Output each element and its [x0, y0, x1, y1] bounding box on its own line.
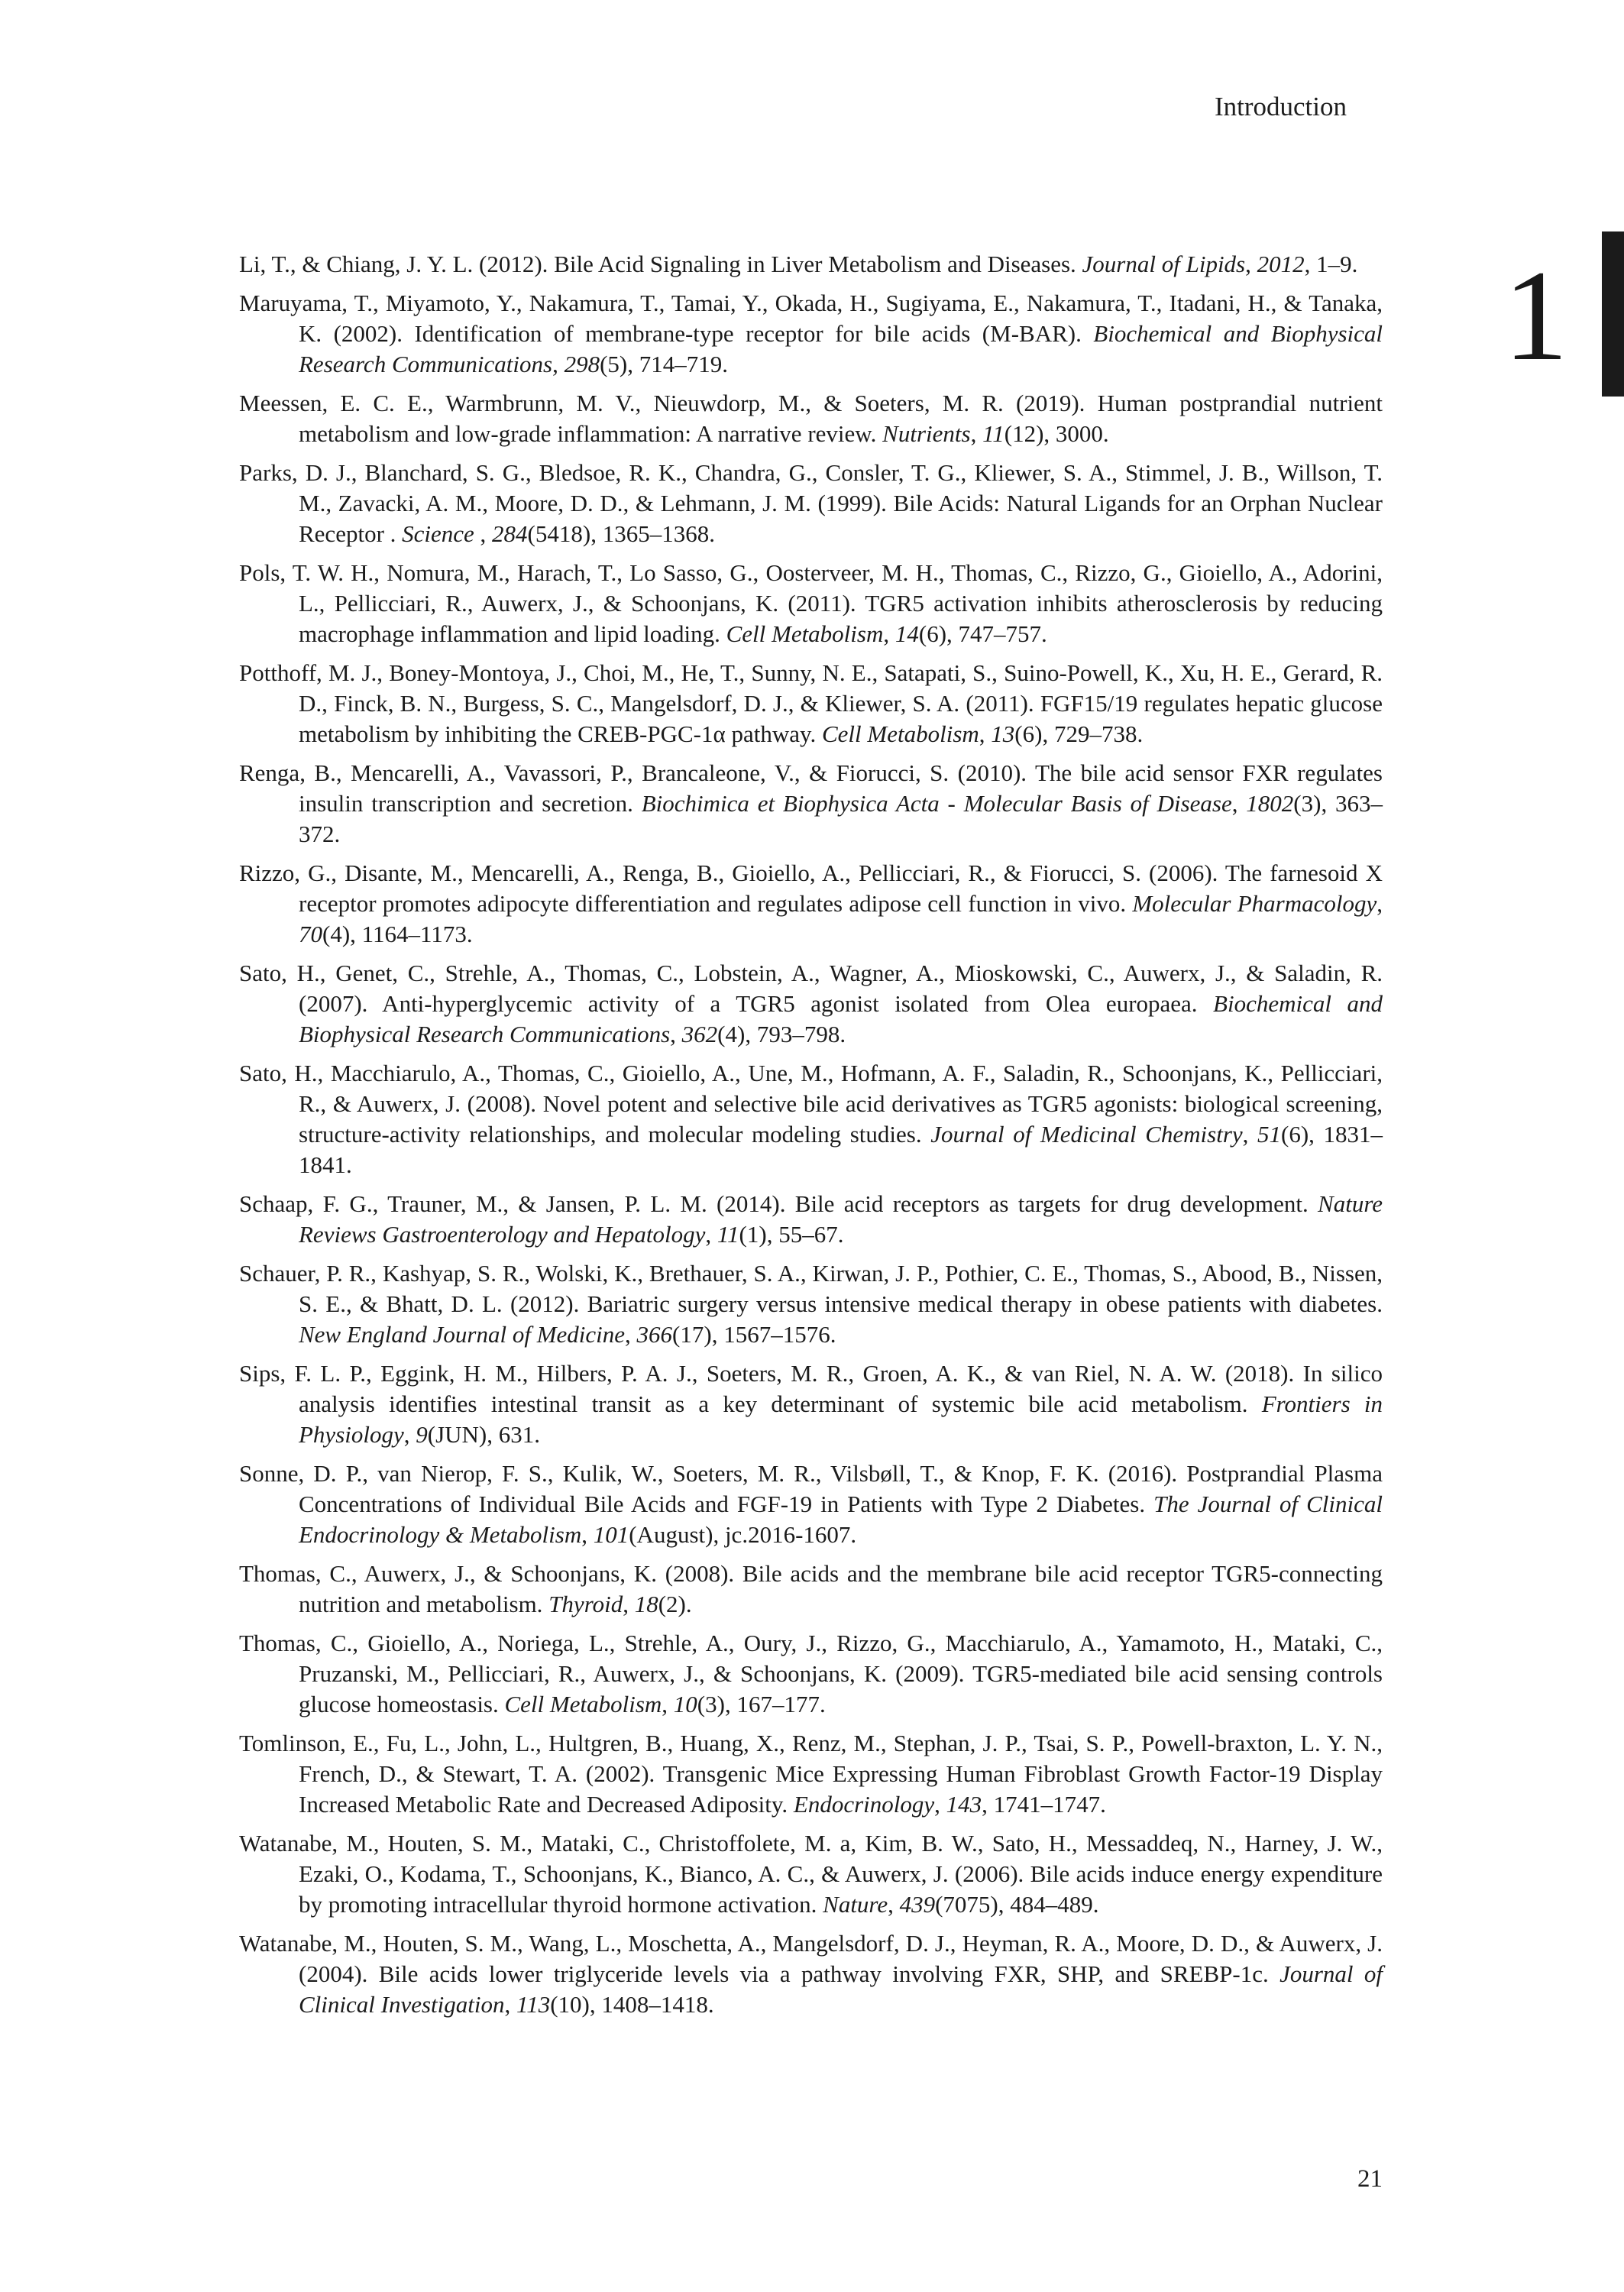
reference-text-segment: ,	[581, 1521, 594, 1548]
reference-italic-segment: 101	[593, 1521, 629, 1548]
reference-text-segment: Maruyama, T., Miyamoto, Y., Nakamura, T., Tamai, Y., Okada, H., Sugiyama, E., Nakamura, T., Itadani, H., & Tanaka, K. (2002). Identification of membrane-type receptor for bile acids (M-BAR).	[239, 290, 1383, 347]
reference-text-segment: (4), 1164–1173.	[322, 921, 473, 947]
reference-entry	[239, 388, 1383, 449]
reference-text-segment: ,	[705, 1221, 717, 1248]
reference-italic-segment: 298	[564, 351, 600, 377]
chapter-tab-bar	[1602, 231, 1624, 397]
reference-italic-segment: Nature	[823, 1891, 888, 1918]
reference-text-segment: ,	[934, 1791, 946, 1818]
reference-italic-segment: 362	[681, 1021, 718, 1047]
reference-entry	[239, 1458, 1383, 1550]
running-header: Introduction	[1214, 92, 1347, 121]
reference-text-segment: (6), 729–738.	[1014, 720, 1144, 747]
reference-text-segment: (6), 747–757.	[918, 620, 1047, 647]
reference-entry	[239, 1628, 1383, 1720]
reference-text-segment: ,	[625, 1321, 637, 1348]
reference-text-segment: ,	[883, 620, 895, 647]
chapter-number: 1	[1503, 244, 1568, 387]
reference-italic-segment: The Journal of Clinical Endocrinology & Metabolism	[299, 1491, 1383, 1548]
reference-entry	[239, 758, 1383, 850]
references-list	[239, 249, 1383, 2028]
reference-text-segment: (4), 793–798.	[717, 1021, 846, 1047]
reference-text-segment: Parks, D. J., Blanchard, S. G., Bledsoe, R. K., Chandra, G., Consler, T. G., Kliewer, S. A., Stimmel, J. B., Willson, T. M., Zavacki, A. M., Moore, D. D., & Lehmann, J. M. (1999). Bile Acids: Natural Ligands for an Orphan Nuclear Receptor .	[239, 459, 1383, 547]
reference-entry	[239, 458, 1383, 549]
reference-entry	[239, 1928, 1383, 2020]
reference-italic-segment: Journal of Clinical Investigation	[299, 1960, 1383, 2018]
reference-text-segment: (7075), 484–489.	[935, 1891, 1099, 1918]
reference-italic-segment: 14	[894, 620, 919, 647]
reference-entry	[239, 858, 1383, 950]
reference-text-segment: ,	[623, 1591, 635, 1617]
reference-text-segment: (3), 363–372.	[299, 790, 1383, 847]
reference-italic-segment: 11	[717, 1221, 739, 1248]
reference-entry	[239, 958, 1383, 1050]
reference-italic-segment: 9	[416, 1421, 428, 1448]
reference-text-segment: ,	[888, 1891, 900, 1918]
reference-text-segment: Sato, H., Genet, C., Strehle, A., Thomas, C., Lobstein, A., Wagner, A., Mioskowski, C., Auwerx, J., & Saladin, R. (2007). Anti-hyperglycemic activity of a TGR5 agonist isolated from Olea europaea.	[239, 960, 1383, 1017]
reference-italic-segment: 366	[636, 1321, 673, 1348]
reference-text-segment: Watanabe, M., Houten, S. M., Wang, L., Moschetta, A., Mangelsdorf, D. J., Heyman, R. A., Moore, D. D., & Auwerx, J. (2004). Bile acids lower triglyceride levels via a pathway involving FXR, SHP, and SREBP-1c.	[239, 1930, 1383, 1987]
reference-text-segment: Sato, H., Macchiarulo, A., Thomas, C., Gioiello, A., Une, M., Hofmann, A. F., Saladin, R., Schoonjans, K., Pellicciari, R., & Auwerx, J. (2008). Novel potent and selective bile acid derivatives as TGR5 agonists: biological screening, structure-activity relationships, and molecular modeling studies.	[239, 1060, 1383, 1148]
reference-italic-segment: Journal of Lipids	[1082, 251, 1246, 277]
reference-text-segment: Sonne, D. P., van Nierop, F. S., Kulik, W., Soeters, M. R., Vilsbøll, T., & Knop, F. K. (2016). Postprandial Plasma Concentrations of Individual Bile Acids and FGF-19 in Patients with Type 2 Diabetes.	[239, 1460, 1383, 1517]
reference-text-segment: , 1741–1747.	[982, 1791, 1106, 1818]
reference-italic-segment: Cell Metabolism	[726, 620, 884, 647]
reference-italic-segment: Science	[402, 520, 474, 547]
reference-text-segment: Schaap, F. G., Trauner, M., & Jansen, P. L. M. (2014). Bile acid receptors as targets for drug development.	[239, 1190, 1318, 1217]
reference-text-segment: Thomas, C., Gioiello, A., Noriega, L., Strehle, A., Oury, J., Rizzo, G., Macchiarulo, A., Yamamoto, H., Mataki, C., Pruzanski, M., Pellicciari, R., Auwerx, J., & Schoonjans, K. (2009). TGR5-mediated bile acid sensing controls glucose homeostasis.	[239, 1630, 1383, 1717]
reference-entry	[239, 1258, 1383, 1350]
reference-italic-segment: Endocrinology	[793, 1791, 935, 1818]
reference-text-segment: ,	[970, 420, 983, 447]
reference-italic-segment: Frontiers in Physiology	[299, 1390, 1383, 1448]
reference-italic-segment: Molecular Pharmacology	[1132, 890, 1377, 917]
reference-italic-segment: 439	[899, 1891, 936, 1918]
reference-text-segment: Renga, B., Mencarelli, A., Vavassori, P., Brancaleone, V., & Fiorucci, S. (2010). The bile acid sensor FXR regulates insulin transcription and secretion.	[239, 759, 1383, 817]
reference-text-segment: Tomlinson, E., Fu, L., John, L., Hultgren, B., Huang, X., Renz, M., Stephan, J. P., Tsai, S. P., Powell-braxton, L. Y. N., French, D., & Stewart, T. A. (2002). Transgenic Mice Expressing Human Fibroblast Growth Factor-19 Display Increased Metabolic Rate and Decreased Adiposity.	[239, 1730, 1383, 1818]
reference-text-segment: ,	[403, 1421, 416, 1448]
reference-text-segment: ,	[662, 1691, 674, 1717]
reference-entry	[239, 288, 1383, 380]
reference-text-segment: ,	[1231, 790, 1247, 817]
reference-text-segment: (JUN), 631.	[427, 1421, 540, 1448]
reference-italic-segment: 11	[982, 420, 1004, 447]
reference-italic-segment: 143	[946, 1791, 982, 1818]
reference-entry	[239, 658, 1383, 749]
reference-entry	[239, 249, 1383, 280]
reference-text-segment: ,	[552, 351, 565, 377]
reference-italic-segment: 13	[991, 720, 1015, 747]
reference-text-segment: ,	[1245, 251, 1257, 277]
reference-text-segment: ,	[1242, 1121, 1258, 1148]
reference-text-segment: ,	[979, 720, 992, 747]
reference-italic-segment: Cell Metabolism	[822, 720, 979, 747]
reference-text-segment: Thomas, C., Auwerx, J., & Schoonjans, K. (2008). Bile acids and the membrane bile acid receptor TGR5-connecting nutrition and metabolism.	[239, 1560, 1383, 1617]
reference-italic-segment: Cell Metabolism	[504, 1691, 662, 1717]
reference-text-segment: (3), 167–177.	[697, 1691, 826, 1717]
reference-text-segment: Rizzo, G., Disante, M., Mencarelli, A., Renga, B., Gioiello, A., Pellicciari, R., & Fiorucci, S. (2006). The farnesoid X receptor promotes adipocyte differentiation and regulates adipose cell function in vivo.	[239, 860, 1383, 917]
reference-text-segment: ,	[474, 520, 493, 547]
reference-italic-segment: Biochimica et Biophysica Acta - Molecular Basis of Disease	[641, 790, 1232, 817]
reference-entry	[239, 1358, 1383, 1450]
reference-italic-segment: New England Journal of Medicine	[299, 1321, 626, 1348]
reference-text-segment: (17), 1567–1576.	[672, 1321, 836, 1348]
reference-italic-segment: 70	[299, 921, 322, 947]
reference-text-segment: Pols, T. W. H., Nomura, M., Harach, T., Lo Sasso, G., Oosterveer, M. H., Thomas, C., Rizzo, G., Gioiello, A., Adorini, L., Pellicciari, R., Auwerx, J., & Schoonjans, K. (2011). TGR5 activation inhibits atherosclerosis by reducing macrophage inflammation and lipid loading.	[239, 559, 1383, 647]
reference-entry	[239, 1189, 1383, 1250]
reference-italic-segment: 284	[492, 520, 528, 547]
reference-text-segment: (5), 714–719.	[600, 351, 728, 377]
reference-italic-segment: Nutrients	[882, 420, 971, 447]
reference-text-segment: (12), 3000.	[1004, 420, 1109, 447]
reference-text-segment: Li, T., & Chiang, J. Y. L. (2012). Bile Acid Signaling in Liver Metabolism and Diseases.	[239, 251, 1082, 277]
reference-entry	[239, 1828, 1383, 1920]
reference-text-segment: (10), 1408–1418.	[550, 1991, 714, 2018]
reference-entry	[239, 558, 1383, 649]
reference-italic-segment: 18	[634, 1591, 658, 1617]
reference-text-segment: (6), 1831–1841.	[299, 1121, 1383, 1178]
reference-text-segment: (2).	[658, 1591, 692, 1617]
reference-italic-segment: 51	[1257, 1121, 1282, 1148]
reference-italic-segment: 10	[673, 1691, 697, 1717]
reference-text-segment: (1), 55–67.	[739, 1221, 844, 1248]
reference-text-segment: (5418), 1365–1368.	[527, 520, 715, 547]
reference-italic-segment: Biochemical and Biophysical Research Communications	[299, 990, 1383, 1047]
reference-text-segment: (August), jc.2016-1607.	[629, 1521, 857, 1548]
reference-entry	[239, 1559, 1383, 1620]
reference-italic-segment: Biochemical and Biophysical Research Communications	[299, 320, 1383, 377]
reference-italic-segment: Nature Reviews Gastroenterology and Hepatology	[299, 1190, 1383, 1248]
reference-text-segment: Potthoff, M. J., Boney-Montoya, J., Choi, M., He, T., Sunny, N. E., Satapati, S., Suino-Powell, K., Xu, H. E., Gerard, R. D., Finck, B. N., Burgess, S. C., Mangelsdorf, D. J., & Kliewer, S. A. (2011). FGF15/19 regulates hepatic glucose metabolism by inhibiting the CREB-PGC-1α pathway.	[239, 659, 1383, 747]
reference-italic-segment: 113	[516, 1991, 551, 2018]
reference-text-segment: Sips, F. L. P., Eggink, H. M., Hilbers, P. A. J., Soeters, M. R., Groen, A. K., & van Riel, N. A. W. (2018). In silico analysis identifies intestinal transit as a key determinant of systemic bile acid metabolism.	[239, 1360, 1383, 1417]
reference-text-segment: ,	[670, 1021, 682, 1047]
reference-text-segment: Meessen, E. C. E., Warmbrunn, M. V., Nieuwdorp, M., & Soeters, M. R. (2019). Human postprandial nutrient metabolism and low-grade inflammation: A narrative review.	[239, 390, 1383, 447]
reference-italic-segment: Thyroid	[548, 1591, 623, 1617]
reference-italic-segment: 1802	[1246, 790, 1294, 817]
reference-text-segment: Watanabe, M., Houten, S. M., Mataki, C., Christoffolete, M. a, Kim, B. W., Sato, H., Messaddeq, N., Harney, J. W., Ezaki, O., Kodama, T., Schoonjans, K., Bianco, A. C., & Auwerx, J. (2006). Bile acids induce energy expenditure by promoting intracellular thyroid hormone activation.	[239, 1830, 1383, 1918]
reference-entry	[239, 1728, 1383, 1820]
page-number: 21	[1357, 2165, 1383, 2193]
reference-text-segment: ,	[1377, 890, 1383, 917]
reference-text-segment: ,	[504, 1991, 516, 2018]
reference-text-segment: , 1–9.	[1304, 251, 1358, 277]
reference-entry	[239, 1058, 1383, 1180]
reference-italic-segment: 2012	[1257, 251, 1305, 277]
reference-text-segment: Schauer, P. R., Kashyap, S. R., Wolski, K., Brethauer, S. A., Kirwan, J. P., Pothier, C. E., Thomas, S., Abood, B., Nissen, S. E., & Bhatt, D. L. (2012). Bariatric surgery versus intensive medical therapy in obese patients with diabetes.	[239, 1260, 1383, 1317]
reference-italic-segment: Journal of Medicinal Chemistry	[930, 1121, 1243, 1148]
